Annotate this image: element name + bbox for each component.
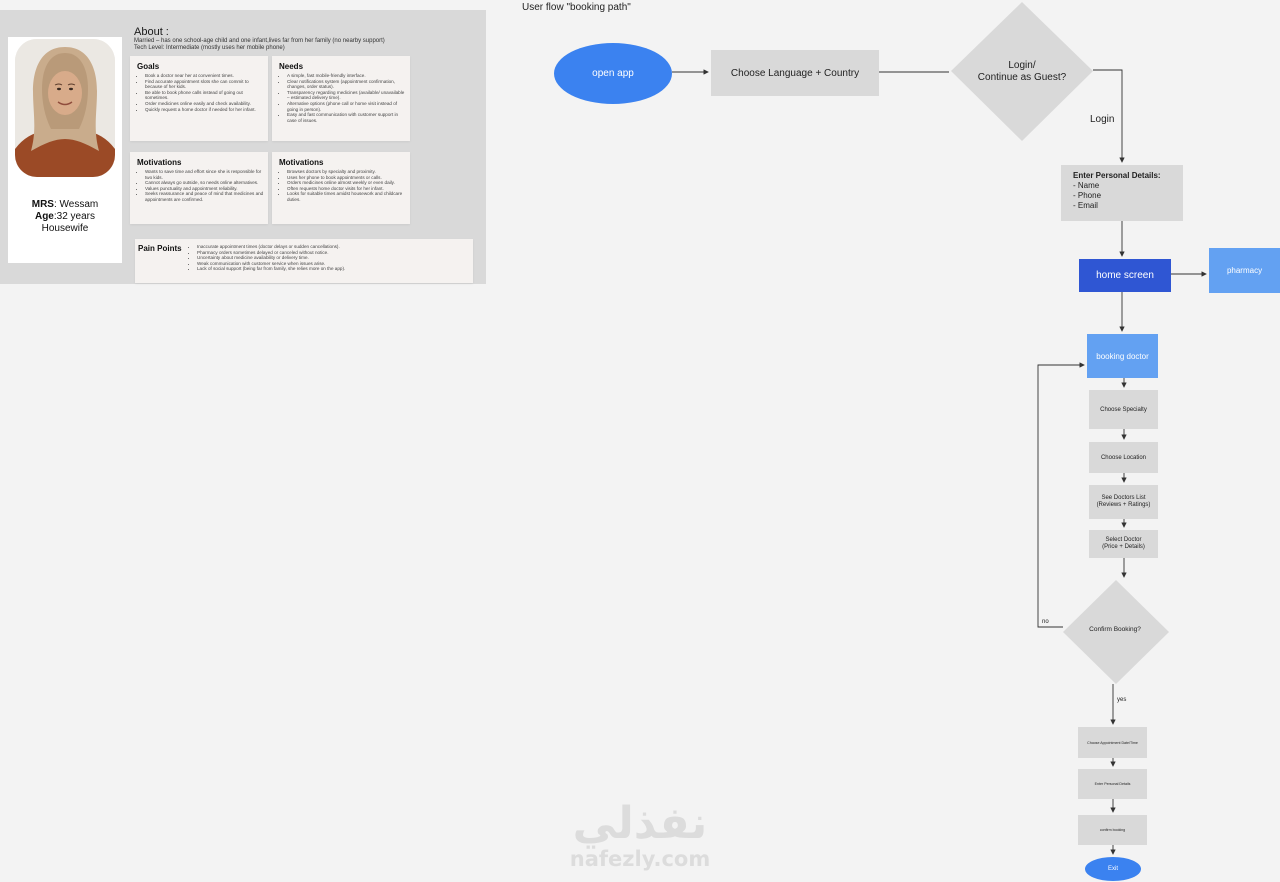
select-doctor-node: Select Doctor (Price + Details) xyxy=(1089,530,1158,558)
list-item: • Orders medicines online almost weekly or even daily. xyxy=(287,180,406,186)
edge-label-no: no xyxy=(1042,619,1049,625)
confirm-decision-label: Confirm Booking? xyxy=(1089,626,1141,633)
list-item: • Inaccurate appointment times (doctor delays or sudden cancellations). xyxy=(197,244,345,250)
goals-heading: Goals xyxy=(137,62,160,71)
persona-occupation: Housewife xyxy=(41,223,89,234)
exit-node: Exit xyxy=(1085,857,1141,881)
list-item: • Weak communication with customer service when issues arise. xyxy=(197,261,345,267)
personal-field-email: - Email xyxy=(1073,201,1098,210)
list-item: • Uncertainty about medicine availability or delivery time. xyxy=(197,255,345,261)
list-item: • Often requests home doctor visits for her infant. xyxy=(287,186,406,192)
list-item: • Cannot always go outside, so needs online alternatives. xyxy=(145,180,264,186)
edge-no-loop xyxy=(1038,365,1084,627)
flow-title: User flow "booking path" xyxy=(522,2,631,13)
edge-label-yes: yes xyxy=(1117,697,1127,703)
list-item: • Quickly request a home doctor if needed for her infant. xyxy=(145,107,264,113)
list-item: • Easy and fast communication with customer support in case of issues. xyxy=(287,112,406,123)
doctors-list-node: See Doctors List (Reviews + Ratings) xyxy=(1089,485,1158,519)
personal-field-name: - Name xyxy=(1073,181,1100,190)
list-item: • Looks for suitable times amidst housework and childcare duties. xyxy=(287,191,406,202)
watermark-arabic: نفذلي xyxy=(572,798,708,849)
list-item: • Be able to book phone calls instead of going out sometimes. xyxy=(145,90,264,101)
list-item: • Transparency regarding medicines (available/ unavailable – estimated delivery time). xyxy=(287,90,406,101)
about-line: Married – has one school-age child and one infant,lives far from her family (no nearby support) xyxy=(134,38,385,44)
motivations-heading: Motivations xyxy=(137,158,182,167)
about-heading: About : xyxy=(134,26,169,38)
pain-points-heading: Pain Points xyxy=(138,244,182,253)
list-item: • Lack of social support (being far from family, she relies more on the app). xyxy=(197,266,345,272)
list-item: • Values punctuality and appointment reliability. xyxy=(145,186,264,192)
list-item: • Book a doctor near her at convenient times. xyxy=(145,73,264,79)
list-item: • Browses doctors by specialty and proximity. xyxy=(287,169,406,175)
choose-specialty-node: Choose Specialty xyxy=(1089,390,1158,429)
list-item: • Uses her phone to book appointments or calls. xyxy=(287,175,406,181)
choose-language-node: Choose Language + Country xyxy=(711,50,879,96)
open-app-node: open app xyxy=(554,43,672,104)
personal-details-title: Enter Personal Details: xyxy=(1073,171,1161,180)
choose-datetime-node: Choose Appointment Date/Time xyxy=(1078,727,1147,758)
list-item: • Alternative options (phone call or home visit instead of going in person). xyxy=(287,101,406,112)
booking-doctor-node: booking doctor xyxy=(1087,334,1158,378)
list-item: • A simple, fast mobile-friendly interface. xyxy=(287,73,406,79)
enter-details-node: Enter Personal Details xyxy=(1078,769,1147,799)
login-decision-label: Login/ Continue as Guest? xyxy=(977,60,1067,83)
confirm-booking-node: confirm booking xyxy=(1078,815,1147,845)
motivations-heading: Motivations xyxy=(279,158,324,167)
needs-heading: Needs xyxy=(279,62,304,71)
watermark-latin: nafezly.com xyxy=(569,847,711,871)
list-item: • Find accurate appointment slots she can commit to because of her kids. xyxy=(145,79,264,90)
personal-field-phone: - Phone xyxy=(1073,191,1102,200)
home-screen-node: home screen xyxy=(1079,259,1171,292)
edge-label-login: Login xyxy=(1090,114,1115,125)
persona-age: :32 years xyxy=(53,211,96,222)
about-line: Tech Level: Intermediate (mostly uses her mobile phone) xyxy=(134,45,285,51)
list-item: • Wants to save time and effort since she is responsible for two kids. xyxy=(145,169,264,180)
list-item: • Clear notifications system (appointment confirmation, changes, order status). xyxy=(287,79,406,90)
choose-location-node: Choose Location xyxy=(1089,442,1158,473)
list-item: • Seeks reassurance and peace of mind that medicines and appointments are confirmed. xyxy=(145,191,264,202)
age-label: Age xyxy=(34,211,54,222)
title-label: MRS xyxy=(31,199,54,210)
personal-details-node xyxy=(1061,165,1183,221)
list-item: • Pharmacy orders sometimes delayed or canceled without notice. xyxy=(197,250,345,256)
list-item: • Order medicines online easily and check availability. xyxy=(145,101,264,107)
persona-name: : Wessam xyxy=(53,199,99,210)
pharmacy-node: pharmacy xyxy=(1209,248,1280,293)
